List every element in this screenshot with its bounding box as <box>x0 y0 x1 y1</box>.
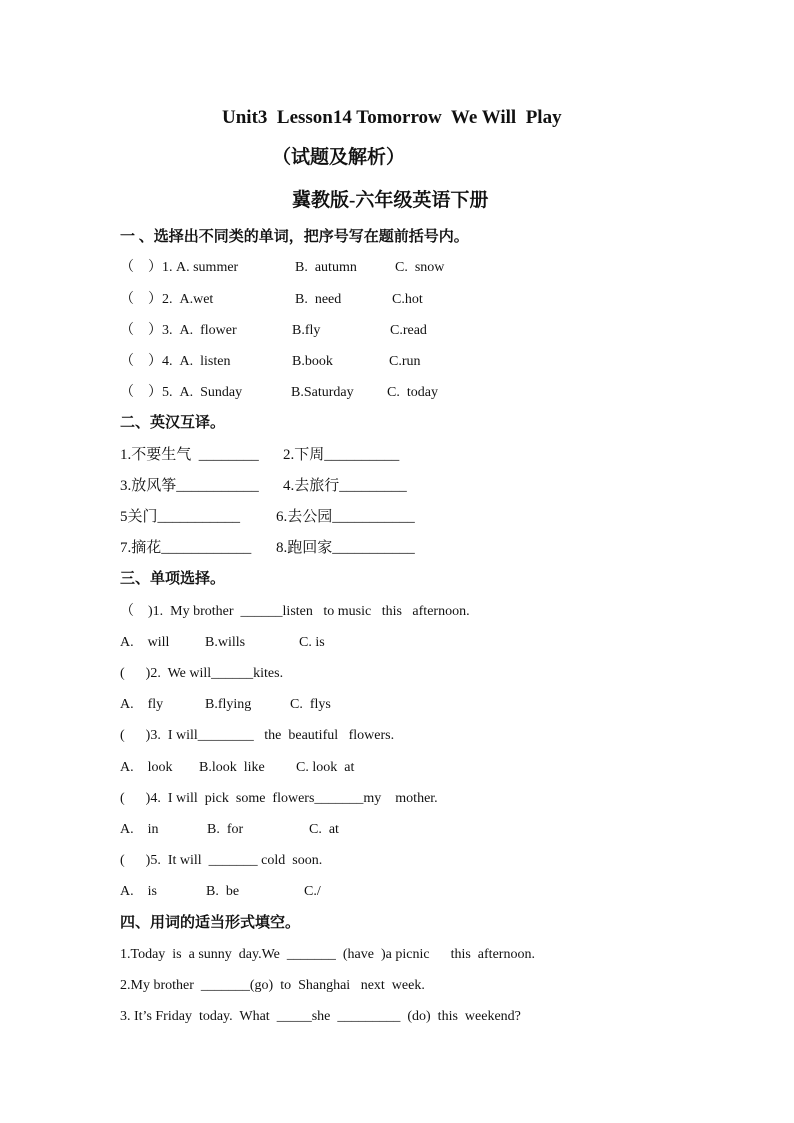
question-text: （ ）2. A.wet <box>120 292 214 307</box>
option-b: B.flying <box>205 697 252 712</box>
option-c: C.hot <box>392 292 423 307</box>
option-c: C. snow <box>395 260 445 275</box>
section-3-heading: 三、单项选择。 <box>120 571 226 587</box>
option-c: C./ <box>304 884 321 899</box>
option-a: A. will <box>120 635 170 650</box>
mc-question: ( )5. It will _______ cold soon. <box>120 853 323 868</box>
option-a: A. fly <box>120 697 164 712</box>
option-b: B. for <box>207 822 244 837</box>
worksheet-title: Unit3 Lesson14 Tomorrow We Will Play <box>222 107 562 128</box>
option-a: A. is <box>120 884 157 899</box>
translation-right: 6.去公园___________ <box>276 509 415 525</box>
worksheet-subtitle: （试题及解析） <box>272 147 406 168</box>
question-text: （ ）5. A. Sunday <box>120 385 243 400</box>
translation-left: 7.摘花____________ <box>120 540 252 556</box>
option-b: B.Saturday <box>291 385 354 400</box>
mc-question: ( )4. I will pick some flowers_______my mother. <box>120 791 438 806</box>
translation-left: 3.放风筝___________ <box>120 478 259 494</box>
option-c: C. look at <box>296 760 355 775</box>
section-4-heading: 四、用词的适当形式填空。 <box>120 915 301 931</box>
option-c: C.run <box>389 354 421 369</box>
translation-left: 1.不要生气 ________ <box>120 447 259 463</box>
option-b: B.wills <box>205 635 246 650</box>
option-c: C. is <box>299 635 325 650</box>
option-a: A. look <box>120 760 173 775</box>
option-b: B.look like <box>199 760 265 775</box>
option-b: B. be <box>206 884 240 899</box>
question-text: （ ）1. A. summer <box>120 260 239 275</box>
option-c: C. at <box>309 822 339 837</box>
option-b: B. need <box>295 292 342 307</box>
option-c: C. flys <box>290 697 331 712</box>
fill-in-sentence: 1.Today is a sunny day.We _______ (have )a picnic this afternoon. <box>120 947 535 962</box>
question-text: （ ）3. A. flower <box>120 323 237 338</box>
option-b: B.book <box>292 354 333 369</box>
translation-right: 2.下周__________ <box>283 447 400 463</box>
option-c: C.read <box>390 323 427 338</box>
fill-in-sentence: 3. It’s Friday today. What _____she _________ (do) this weekend? <box>120 1009 521 1024</box>
option-a: A. in <box>120 822 159 837</box>
option-b: B.fly <box>292 323 321 338</box>
section-1-heading: 一 、选择出不同类的单词，把序号写在题前括号内。 <box>120 229 469 245</box>
mc-question: ( )2. We will______kites. <box>120 666 284 681</box>
fill-in-sentence: 2.My brother _______(go) to Shanghai next week. <box>120 978 425 993</box>
option-c: C. today <box>387 385 438 400</box>
translation-right: 4.去旅行_________ <box>283 478 407 494</box>
translation-left: 5关门___________ <box>120 509 241 525</box>
question-text: （ ）4. A. listen <box>120 354 231 369</box>
edition-label: 冀教版-六年级英语下册 <box>292 190 489 211</box>
mc-question: （ )1. My brother ______listen to music this afternoon. <box>120 604 470 619</box>
option-b: B. autumn <box>295 260 357 275</box>
translation-right: 8.跑回家___________ <box>276 540 415 556</box>
mc-question: ( )3. I will________ the beautiful flowers. <box>120 728 395 743</box>
section-2-heading: 二、英汉互译。 <box>120 415 226 431</box>
